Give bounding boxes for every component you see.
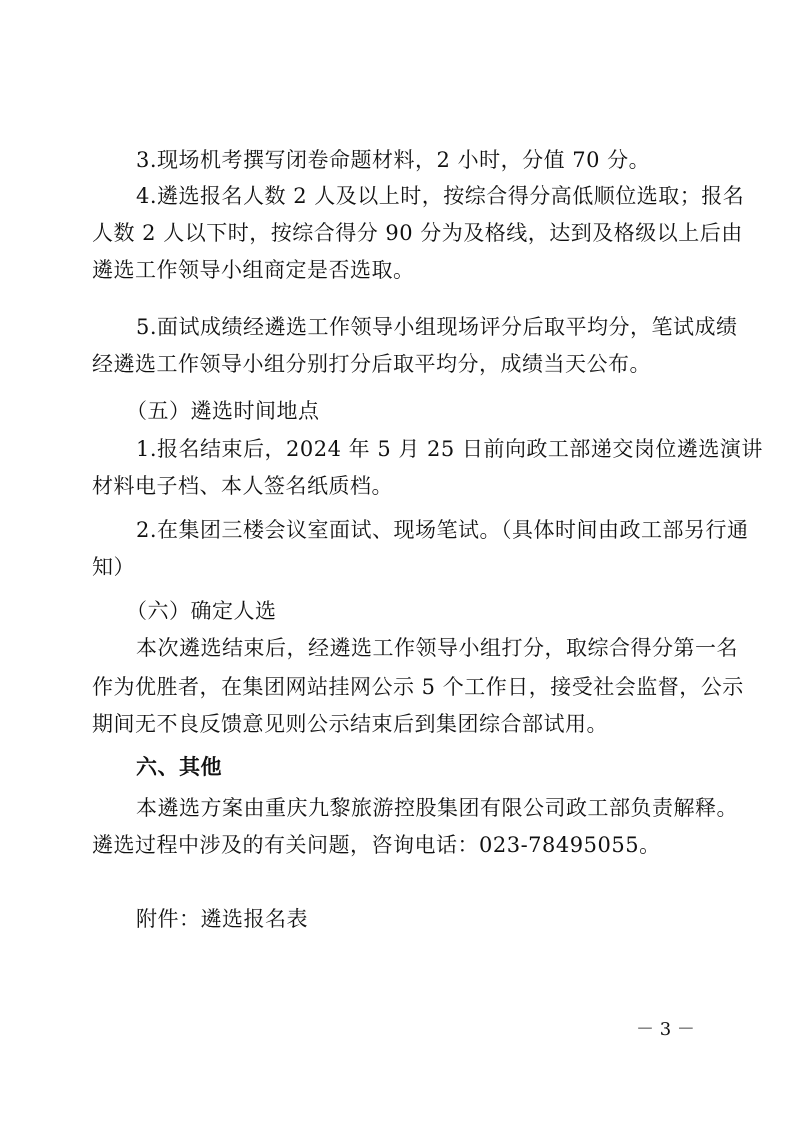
paragraph-line: 4.遴选报名人数 2 人及以上时，按综合得分高低顺位选取；报名 <box>136 184 745 208</box>
paragraph-line: 5.面试成绩经遴选工作领导小组现场评分后取平均分，笔试成绩 <box>136 315 738 339</box>
paragraph-line: 经遴选工作领导小组分别打分后取平均分，成绩当天公布。 <box>92 352 651 376</box>
paragraph-line: 期间无不良反馈意见则公示结束后到集团综合部试用。 <box>92 712 608 736</box>
attachment-note: 附件：遴选报名表 <box>136 907 308 931</box>
paragraph-line: 遴选工作领导小组商定是否选取。 <box>92 258 415 282</box>
paragraph-line: 本次遴选结束后，经遴选工作领导小组打分，取综合得分第一名 <box>136 636 738 660</box>
section-heading: （五）遴选时间地点 <box>126 399 320 423</box>
paragraph-line: 知） <box>92 555 135 579</box>
paragraph-line: 材料电子档、本人签名纸质档。 <box>92 474 393 498</box>
section-heading: 六、其他 <box>136 754 222 779</box>
paragraph-line: 2.在集团三楼会议室面试、现场笔试。（具体时间由政工部另行通 <box>136 518 749 542</box>
section-heading: （六）确定人选 <box>126 599 277 623</box>
paragraph-line: 作为优胜者，在集团网站挂网公示 5 个工作日，接受社会监督，公示 <box>92 675 744 699</box>
page-number: － 3 － <box>636 1019 695 1040</box>
paragraph-line: 遴选过程中涉及的有关问题，咨询电话：023-78495055。 <box>92 833 661 857</box>
paragraph-line: 人数 2 人以下时，按综合得分 90 分为及格线，达到及格级以上后由 <box>92 221 743 245</box>
paragraph-line: 1.报名结束后，2024 年 5 月 25 日前向政工部递交岗位遴选演讲 <box>136 437 763 461</box>
paragraph-line: 3.现场机考撰写闭卷命题材料，2 小时，分值 70 分。 <box>136 148 651 172</box>
paragraph-line: 本遴选方案由重庆九黎旅游控股集团有限公司政工部负责解释。 <box>136 796 738 820</box>
